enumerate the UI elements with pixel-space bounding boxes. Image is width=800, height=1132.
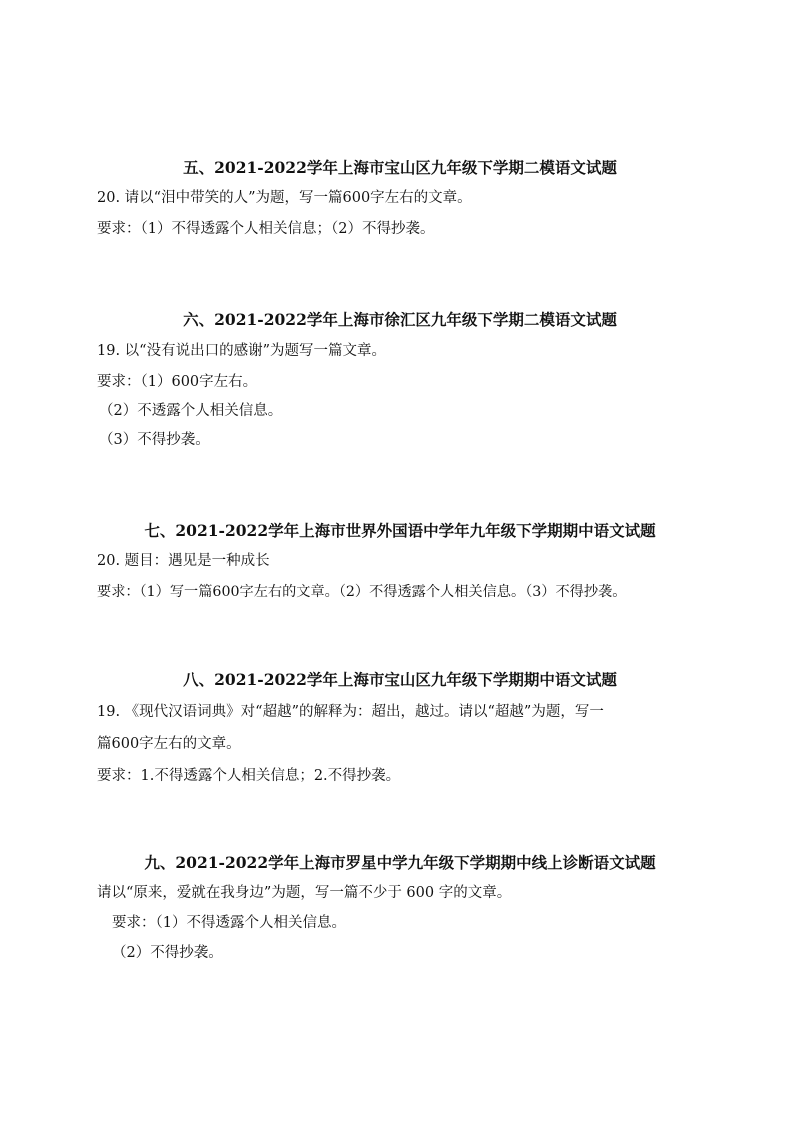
question-prompt-continued: 篇600字左右的文章。 — [97, 736, 241, 752]
question-prompt: 请以“原来，爱就在我身边”为题，写一篇不少于 600 字的文章。 — [97, 885, 512, 901]
question-prompt: 20. 请以“泪中带笑的人”为题，写一篇600字左右的文章。 — [97, 190, 472, 206]
section-heading: 九、2021-2022学年上海市罗星中学九年级下学期期中线上诊断语文试题 — [144, 853, 656, 872]
section-heading: 五、2021-2022学年上海市宝山区九年级下学期二模语文试题 — [183, 158, 617, 177]
requirements-line: 要求：（1）写一篇600字左右的文章。（2）不得透露个人相关信息。（3）不得抄袭。 — [97, 584, 627, 600]
section-heading: 七、2021-2022学年上海市世界外国语中学年九年级下学期期中语文试题 — [144, 521, 656, 540]
section-heading: 八、2021-2022学年上海市宝山区九年级下学期期中语文试题 — [183, 670, 617, 689]
section-heading: 六、2021-2022学年上海市徐汇区九年级下学期二模语文试题 — [183, 310, 617, 329]
requirements-line: 要求：1.不得透露个人相关信息；2.不得抄袭。 — [97, 768, 401, 784]
question-prompt: 20. 题目：遇见是一种成长 — [97, 553, 270, 569]
requirements-line: 要求：（1）600字左右。 — [97, 374, 258, 390]
question-prompt: 19. 《现代汉语词典》对“超越”的解释为：超出，越过。请以“超越”为题，写一 — [97, 704, 604, 720]
requirements-line: 要求：（1）不得透露个人相关信息。 — [112, 915, 346, 931]
requirements-line: （2）不得抄袭。 — [112, 945, 223, 961]
question-prompt: 19. 以“没有说出口的感谢”为题写一篇文章。 — [97, 343, 386, 359]
requirements-line: （3）不得抄袭。 — [99, 432, 210, 448]
requirements-line: （2）不透露个人相关信息。 — [99, 403, 283, 419]
requirements-line: 要求：（1）不得透露个人相关信息；（2）不得抄袭。 — [97, 221, 435, 237]
